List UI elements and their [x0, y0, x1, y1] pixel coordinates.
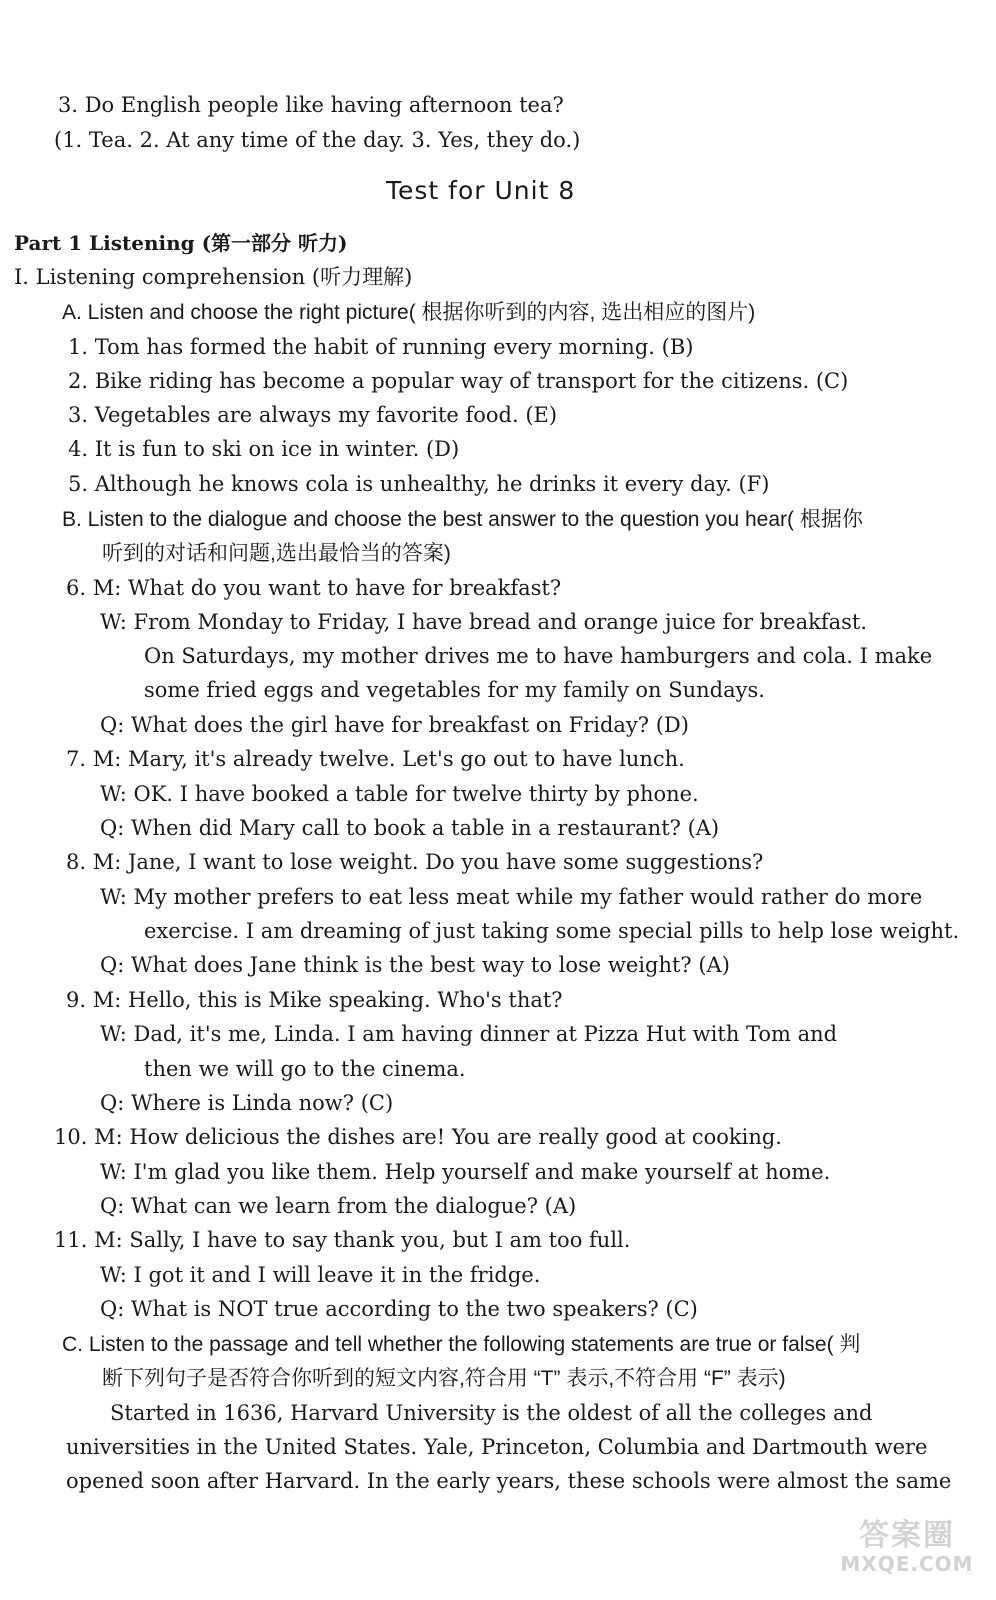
dialogue-7-question: Q: When did Mary call to book a table in a restaurant? (A) [100, 816, 720, 840]
dialogue-6-woman-line3: some fried eggs and vegetables for my family on Sundays. [144, 678, 765, 702]
dialogue-10-woman: W: I'm glad you like them. Help yourself and make yourself at home. [100, 1160, 831, 1184]
dialogue-11-man: 11. M: Sally, I have to say thank you, but I am too full. [54, 1228, 631, 1252]
prev-answers: (1. Tea. 2. At any time of the day. 3. Yes, they do.) [54, 128, 581, 152]
section-a-item-2: 2. Bike riding has become a popular way of transport for the citizens. (C) [68, 369, 849, 393]
section-a-item-4: 4. It is fun to ski on ice in winter. (D) [68, 437, 460, 461]
dialogue-8-woman-line1: W: My mother prefers to eat less meat while my father would rather do more [100, 885, 923, 909]
dialogue-6-man: 6. M: What do you want to have for breakfast? [66, 576, 562, 600]
passage-line-1: Started in 1636, Harvard University is the oldest of all the colleges and [110, 1401, 873, 1425]
dialogue-8-woman-line2: exercise. I am dreaming of just taking some special pills to help lose weight. [144, 919, 960, 943]
section-c-instruction-line2: 断下列句子是否符合你听到的短文内容,符合用 “T” 表示,不符合用 “F” 表示) [102, 1367, 786, 1390]
section-a-item-1: 1. Tom has formed the habit of running every morning. (B) [68, 335, 694, 359]
section-c-instruction-line1: C. Listen to the passage and tell whether the following statements are true or false( 判 [62, 1333, 861, 1356]
watermark-url: MXQE.COM [840, 1552, 974, 1576]
dialogue-9-question: Q: Where is Linda now? (C) [100, 1091, 394, 1115]
section-b-instruction-line1: B. Listen to the dialogue and choose the best answer to the question you hear( 根据你 [62, 508, 863, 531]
watermark-logo-text: 答案圈 [859, 1518, 955, 1553]
dialogue-10-man: 10. M: How delicious the dishes are! You are really good at cooking. [54, 1125, 782, 1149]
site-watermark [832, 1520, 982, 1580]
dialogue-9-man: 9. M: Hello, this is Mike speaking. Who's that? [66, 988, 563, 1012]
dialogue-6-question: Q: What does the girl have for breakfast on Friday? (D) [100, 713, 689, 737]
dialogue-9-woman-line2: then we will go to the cinema. [144, 1057, 466, 1081]
prev-question-3: 3. Do English people like having afternoon tea? [58, 93, 564, 117]
dialogue-7-woman: W: OK. I have booked a table for twelve thirty by phone. [100, 782, 699, 806]
dialogue-11-question: Q: What is NOT true according to the two speakers? (C) [100, 1297, 698, 1321]
section-a-item-3: 3. Vegetables are always my favorite food. (E) [68, 403, 558, 427]
section-b-instruction-line2: 听到的对话和问题,选出最恰当的答案) [102, 542, 451, 565]
part1-heading: Part 1 Listening (第一部分 听力) [14, 231, 348, 255]
section-a-item-5: 5. Although he knows cola is unhealthy, he drinks it every day. (F) [68, 472, 770, 496]
dialogue-10-question: Q: What can we learn from the dialogue? (A) [100, 1194, 577, 1218]
dialogue-6-woman-line1: W: From Monday to Friday, I have bread and orange juice for breakfast. [100, 610, 868, 634]
dialogue-9-woman-line1: W: Dad, it's me, Linda. I am having dinner at Pizza Hut with Tom and [100, 1022, 838, 1046]
section-i-heading: I. Listening comprehension (听力理解) [14, 265, 413, 289]
dialogue-11-woman: W: I got it and I will leave it in the fridge. [100, 1263, 541, 1287]
passage-line-2: universities in the United States. Yale, Princeton, Columbia and Dartmouth were [66, 1435, 928, 1459]
dialogue-8-man: 8. M: Jane, I want to lose weight. Do you have some suggestions? [66, 850, 764, 874]
section-a-instruction: A. Listen and choose the right picture( 根据你听到的内容, 选出相应的图片) [62, 301, 756, 324]
unit-title: Test for Unit 8 [386, 176, 576, 205]
dialogue-6-woman-line2: On Saturdays, my mother drives me to have hamburgers and cola. I make [144, 644, 933, 668]
dialogue-8-question: Q: What does Jane think is the best way to lose weight? (A) [100, 953, 730, 977]
passage-line-3: opened soon after Harvard. In the early years, these schools were almost the same [66, 1469, 952, 1493]
dialogue-7-man: 7. M: Mary, it's already twelve. Let's go out to have lunch. [66, 747, 685, 771]
